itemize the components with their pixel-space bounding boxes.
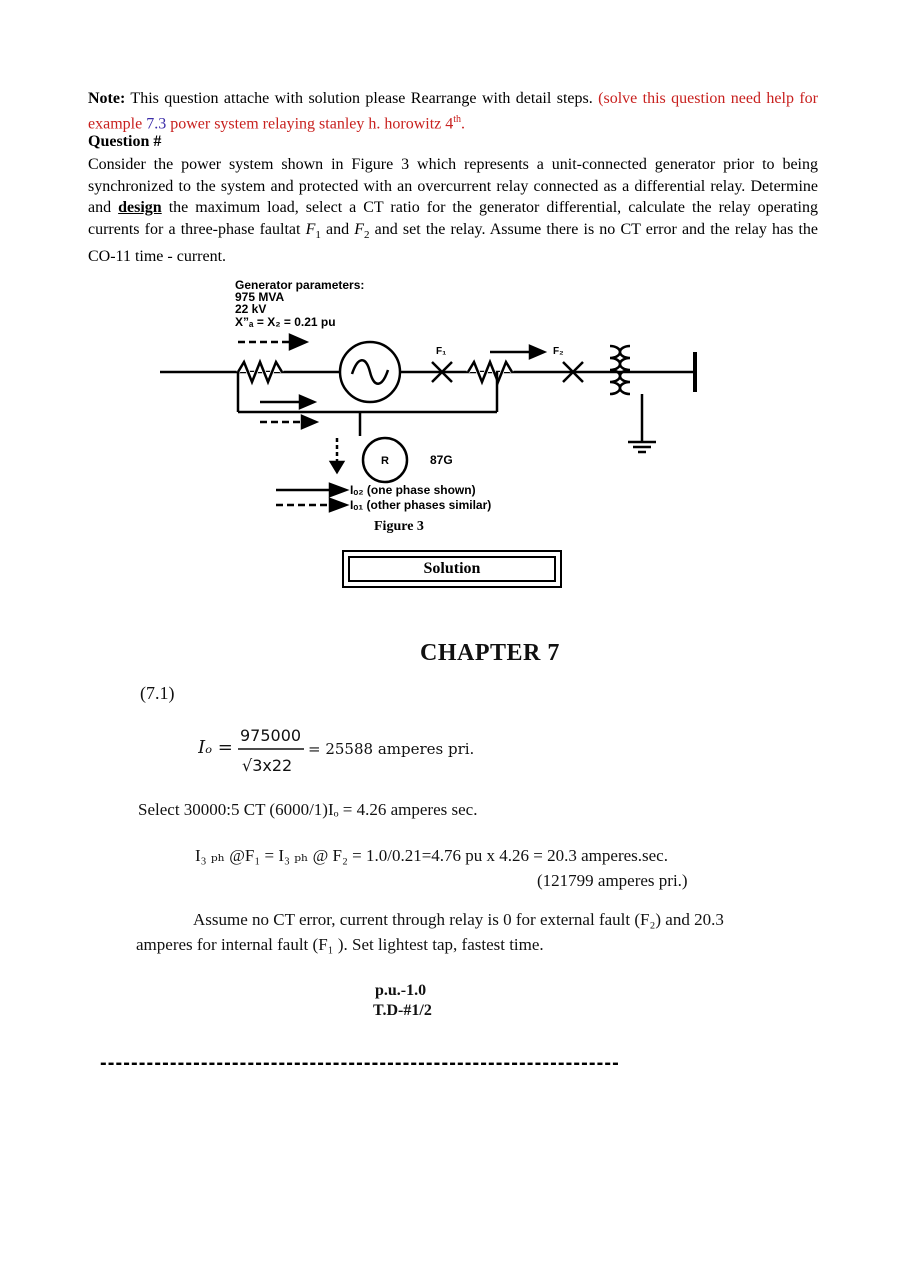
chapter-title: CHAPTER 7: [420, 640, 560, 666]
step-fault-current: I₃ ₚₕ @F₁ = I₃ ₚₕ @ F₂ = 1.0/0.21=4.76 pu x 4.26 = 20.3 amperes.sec.: [195, 846, 668, 865]
legend-f2-text: Iₒ₂ (one phase shown): [350, 483, 476, 497]
note-red-text-b: power system relaying stanley h. horowitz 4: [166, 115, 454, 133]
step-assumption-line1: Assume no CT error, current through relay is 0 for external fault (F₂) and 20.3: [193, 910, 724, 929]
question-body: [88, 154, 818, 268]
note-red-text-c: .: [461, 115, 466, 133]
arrowhead-icon: [330, 499, 346, 511]
figure-params-reactance: X”ₐ = X₂ = 0.21 pu: [235, 315, 336, 329]
equation-denominator: √3x22: [242, 756, 293, 775]
step-time-dial: T.D-#1/2: [373, 1002, 432, 1019]
arrowhead-icon: [302, 416, 316, 428]
question-f1-sub: 1: [315, 228, 321, 241]
question-text-a: Consider the power system shown in Figure 3 which represents a unit-connected generator prior to being synchronized to the system and protected with an overcurrent relay connected as a differential relay. Determine and: [88, 156, 818, 216]
relay-87g-label: 87G: [430, 453, 453, 467]
legend-f1-text: Iₒ₁ (other phases similar): [350, 498, 492, 512]
note-text: This question attache with solution please Rearrange with detail steps.: [125, 90, 599, 107]
question-heading: Question #: [88, 133, 162, 150]
question-f2: F: [354, 220, 365, 238]
separator-line: -------------------------------------------------------------------: [100, 1052, 620, 1074]
arrowhead-icon: [330, 484, 346, 496]
label-f1: F₁: [436, 346, 447, 357]
equation-numerator: 975000: [240, 726, 302, 745]
note-paragraph: [88, 88, 818, 134]
question-text-b: the maximum load, select a CT ratio for the generator differential, calculate the relay operating currents for a three-phase faultat: [88, 199, 819, 238]
transformer-primary-coil-icon: [610, 346, 620, 394]
transformer-secondary-coil-icon: [620, 346, 630, 394]
note-example-number: 7.3: [146, 115, 167, 133]
figure-params-title: Generator parameters:: [235, 278, 365, 292]
step-ct-selection: Select 30000:5 CT (6000/1)Iₒ = 4.26 amperes sec.: [138, 800, 478, 819]
question-f2-sub: 2: [364, 228, 370, 241]
label-f2: F₂: [553, 346, 564, 357]
question-f1: F: [305, 220, 316, 238]
question-and: and: [320, 220, 355, 238]
equation-result: = 25588 amperes pri.: [308, 740, 475, 758]
relay-r-label: R: [381, 455, 389, 467]
note-label: Note:: [88, 90, 126, 107]
note-red-superscript: th: [453, 114, 462, 125]
arrowhead-icon: [290, 335, 306, 349]
figure-params-mva: 975 MVA: [235, 290, 285, 304]
question-text-c: and set the relay. Assume there is no CT error and the relay has the CO-11 time - current.: [88, 220, 819, 266]
solution-box: [342, 550, 562, 588]
figure-3-diagram: [150, 276, 710, 538]
equation-lhs: Iₒ =: [198, 737, 233, 758]
figure-params-kv: 22 kV: [235, 302, 267, 316]
equation-full-load-current: [198, 724, 498, 776]
arrowhead-icon: [300, 396, 314, 408]
question-design-word: design: [118, 199, 162, 216]
step-assumption-line2: amperes for internal fault (F₁ ). Set lightest tap, fastest time.: [136, 935, 544, 954]
arrowhead-icon: [331, 462, 343, 472]
step-pu-setting: p.u.-1.0: [375, 982, 427, 999]
problem-number: (7.1): [140, 683, 175, 703]
figure-caption: Figure 3: [374, 519, 424, 534]
arrowhead-icon: [530, 346, 544, 358]
step-primary-current: (121799 amperes pri.): [537, 871, 688, 890]
solution-label: Solution: [348, 556, 556, 582]
note-red-text-a: (solve this question need help for example: [88, 90, 819, 133]
